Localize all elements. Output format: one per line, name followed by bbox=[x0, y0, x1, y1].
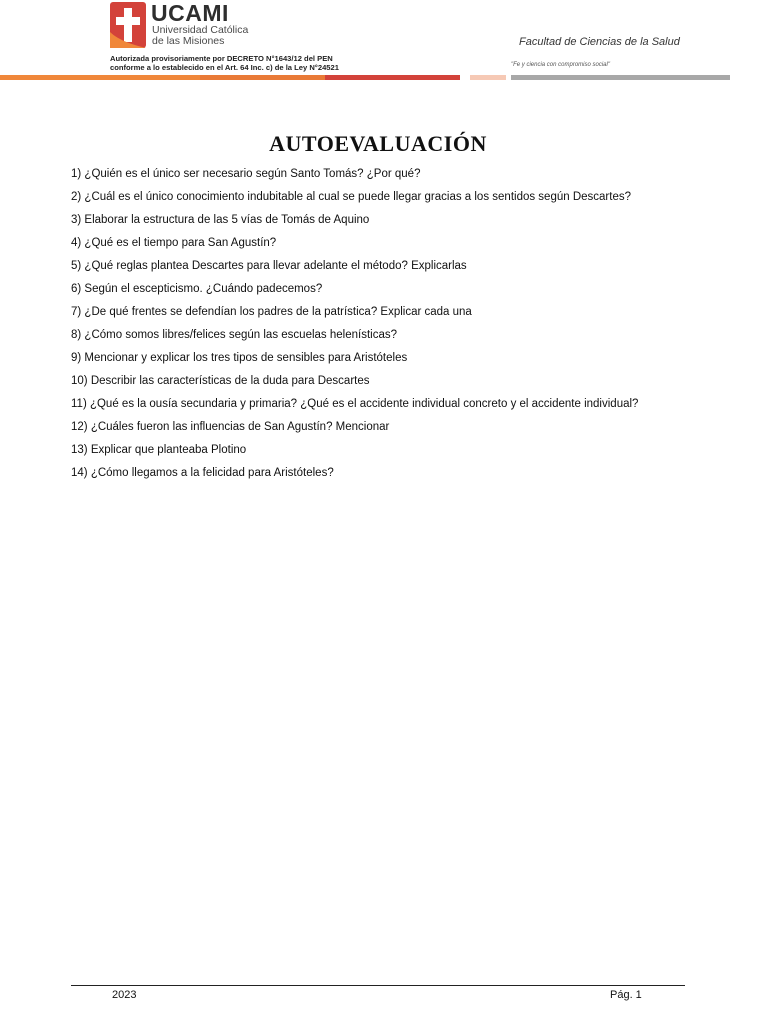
document-title: AUTOEVALUACIÓN bbox=[269, 131, 487, 156]
header-band-segment bbox=[0, 75, 200, 80]
question-item: 3) Elaborar la estructura de las 5 vías de Tomás de Aquino bbox=[71, 214, 370, 226]
page-number: Pág. 1 bbox=[610, 989, 642, 1001]
question-item: 6) Según el escepticismo. ¿Cuándo padecemos? bbox=[71, 283, 323, 295]
footer-year: 2023 bbox=[112, 989, 137, 1001]
question-list bbox=[71, 166, 691, 488]
page-header bbox=[0, 0, 768, 90]
question-item: 14) ¿Cómo llegamos a la felicidad para Aristóteles? bbox=[71, 467, 334, 479]
header-band-segment bbox=[511, 75, 730, 80]
authorization-decree bbox=[110, 55, 410, 72]
decree-line2: conforme a lo establecido en el Art. 64 Inc. c) de la Ley N°24521 bbox=[110, 62, 339, 72]
header-band-segment bbox=[470, 75, 506, 80]
logo-subtitle bbox=[152, 25, 292, 47]
question-item: 1) ¿Quién es el único ser necesario según Santo Tomás? ¿Por qué? bbox=[71, 168, 421, 180]
question-item: 10) Describir las características de la duda para Descartes bbox=[71, 375, 370, 387]
footer-divider bbox=[71, 985, 685, 986]
question-item: 13) Explicar que planteaba Plotino bbox=[71, 444, 247, 456]
question-item: 8) ¿Cómo somos libres/felices según las escuelas helenísticas? bbox=[71, 329, 397, 341]
question-item: 12) ¿Cuáles fueron las influencias de San Agustín? Mencionar bbox=[71, 421, 390, 433]
question-item: 4) ¿Qué es el tiempo para San Agustín? bbox=[71, 237, 277, 249]
logo-subtitle-line1: Universidad Católica bbox=[152, 24, 249, 36]
logo-name: UCAMI bbox=[151, 0, 229, 26]
question-item: 5) ¿Qué reglas plantea Descartes para llevar adelante el método? Explicarlas bbox=[71, 260, 467, 272]
logo-subtitle-line2: de las Misiones bbox=[152, 35, 225, 47]
question-item: 9) Mencionar y explicar los tres tipos de sensibles para Aristóteles bbox=[71, 352, 408, 364]
motto: "Fe y ciencia con compromiso social" bbox=[511, 62, 610, 68]
header-band-segment bbox=[200, 75, 325, 80]
question-item: 2) ¿Cuál es el único conocimiento indubitable al cual se puede llegar gracias a los sentidos según Descartes? bbox=[71, 191, 631, 203]
question-item: 7) ¿De qué frentes se defendían los padres de la patrística? Explicar cada una bbox=[71, 306, 472, 318]
question-item: 11) ¿Qué es la ousía secundaria y primaria? ¿Qué es el accidente individual concreto y el accidente individual? bbox=[71, 398, 639, 410]
ucami-cross-logo-icon bbox=[110, 2, 146, 48]
decree-line1: Autorizada provisoriamente por DECRETO N°1643/12 del PEN bbox=[110, 54, 333, 63]
faculty-name: Facultad de Ciencias de la Salud bbox=[519, 36, 680, 48]
header-band-segment bbox=[325, 75, 460, 80]
